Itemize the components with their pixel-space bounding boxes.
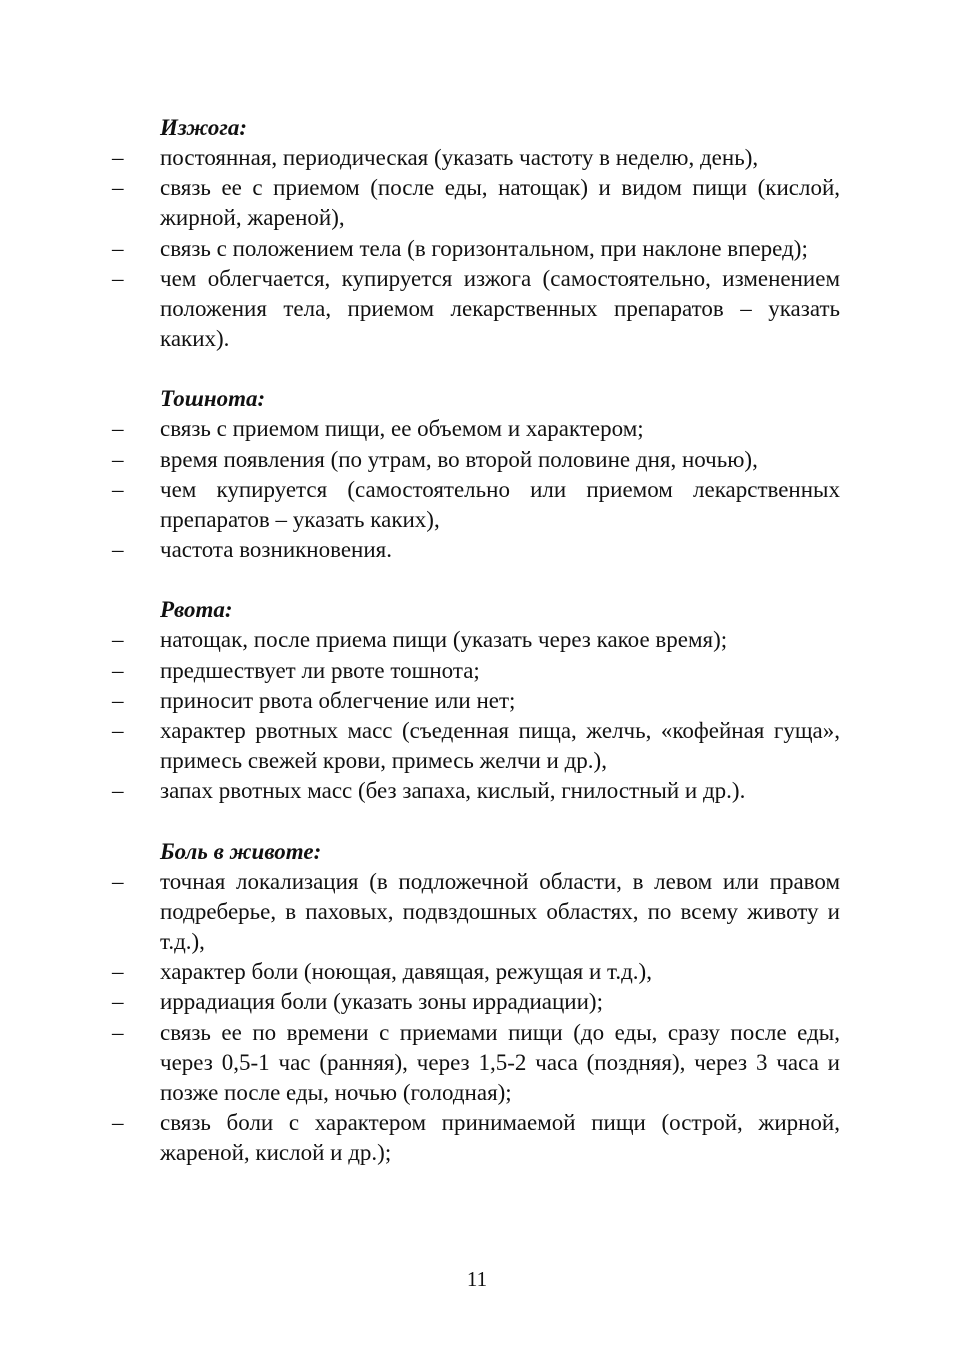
item-text: чем облегчается, купируется изжога (самостоятельно, изменением положения тела, приемом лекарственных препаратов – указать каких). <box>160 265 840 352</box>
section-title: Тошнота: <box>160 386 266 412</box>
list-item <box>112 173 840 233</box>
list-item <box>112 414 840 444</box>
list-item <box>112 716 840 776</box>
dash-bullet: – <box>112 778 124 804</box>
list-item <box>112 625 840 655</box>
item-list <box>112 414 840 565</box>
dash-bullet: – <box>112 868 124 894</box>
dash-bullet: – <box>112 657 124 683</box>
item-list <box>112 867 840 1169</box>
list-item <box>112 987 840 1017</box>
dash-bullet: – <box>112 718 124 744</box>
section-abdominal-pain <box>112 837 840 1169</box>
list-item <box>112 234 840 264</box>
dash-bullet: – <box>112 235 124 261</box>
dash-bullet: – <box>112 416 124 442</box>
dash-bullet: – <box>112 989 124 1015</box>
list-item <box>112 867 840 958</box>
item-text: характер рвотных масс (съеденная пища, желчь, «кофейная гуща», примесь свежей крови, примесь желчи и др.), <box>160 718 840 774</box>
item-text: связь с положением тела (в горизонтальном, при наклоне вперед); <box>160 235 808 261</box>
page-content <box>112 113 840 1199</box>
dash-bullet: – <box>112 959 124 985</box>
item-text: чем купируется (самостоятельно или приемом лекарственных препаратов – указать каких), <box>160 476 840 533</box>
item-text: предшествует ли рвоте тошнота; <box>160 657 480 683</box>
list-item <box>112 445 840 475</box>
list-item <box>112 143 840 173</box>
item-text: характер боли (ноющая, давящая, режущая и т.д.), <box>160 959 652 985</box>
item-text: время появления (по утрам, во второй половине дня, ночью), <box>160 446 758 472</box>
item-text: иррадиация боли (указать зоны иррадиации); <box>160 989 603 1015</box>
dash-bullet: – <box>112 1019 124 1045</box>
dash-bullet: – <box>112 446 124 472</box>
list-item <box>112 264 840 355</box>
list-item <box>112 776 840 806</box>
list-item <box>112 656 840 686</box>
dash-bullet: – <box>112 627 124 653</box>
item-text: связь с приемом пищи, ее объемом и характером; <box>160 416 644 442</box>
dash-bullet: – <box>112 175 124 201</box>
dash-bullet: – <box>112 687 124 713</box>
section-heartburn <box>112 113 840 354</box>
item-text: приносит рвота облегчение или нет; <box>160 687 516 713</box>
item-text: натощак, после приема пищи (указать через какое время); <box>160 627 728 653</box>
section-nausea <box>112 384 840 565</box>
item-list <box>112 625 840 806</box>
list-item <box>112 686 840 716</box>
list-item <box>112 1018 840 1109</box>
item-text: связь ее по времени с приемами пищи (до еды, сразу после еды, через 0,5-1 час (ранняя), через 1,5-2 часа (поздняя), через 3 часа и позже после еды, ночью (голодная); <box>160 1019 840 1106</box>
item-list <box>112 143 840 354</box>
section-vomiting <box>112 595 840 806</box>
section-title: Боль в животе: <box>160 838 322 864</box>
item-text: связь ее с приемом (после еды, натощак) и видом пищи (кислой, жирной, жареной), <box>160 175 840 231</box>
dash-bullet: – <box>112 145 124 170</box>
item-text: связь боли с характером принимаемой пищи (острой, жирной, жареной, кислой и др.); <box>160 1110 840 1166</box>
dash-bullet: – <box>112 476 124 502</box>
item-text: постоянная, периодическая (указать частоту в неделю, день), <box>160 145 759 170</box>
item-text: частота возникновения. <box>160 537 392 563</box>
list-item <box>112 1108 840 1168</box>
page-number: 11 <box>466 1267 488 1291</box>
list-item <box>112 535 840 565</box>
section-title: Рвота: <box>160 597 233 623</box>
section-title: Изжога: <box>160 115 248 140</box>
item-text: запах рвотных масс (без запаха, кислый, гнилостный и др.). <box>160 778 746 804</box>
dash-bullet: – <box>112 1110 124 1136</box>
list-item <box>112 957 840 987</box>
list-item <box>112 475 840 535</box>
dash-bullet: – <box>112 265 124 291</box>
item-text: точная локализация (в подложечной области, в левом или правом подреберье, в паховых, подвздошных областях, по всему животу и т.д.), <box>160 868 840 955</box>
dash-bullet: – <box>112 537 124 563</box>
